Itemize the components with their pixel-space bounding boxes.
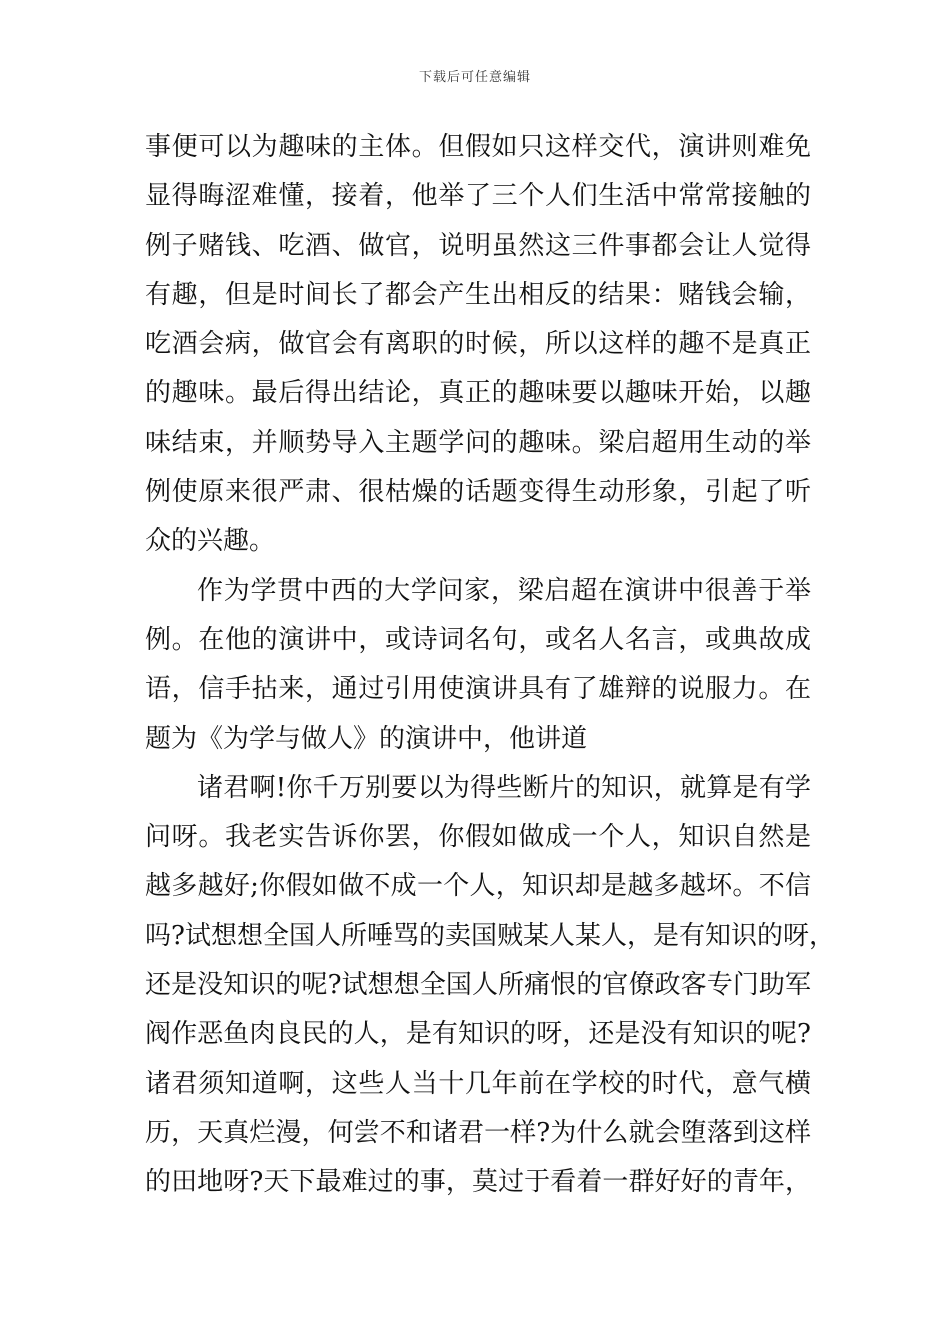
text-line: 例。在他的演讲中，或诗词名句，或名人名言，或典故成 bbox=[145, 624, 811, 655]
text-line: 题为《为学与做人》的演讲中，他讲道 bbox=[145, 723, 588, 754]
text-line: 语，信手拈来，通过引用使演讲具有了雄辩的说服力。在 bbox=[145, 674, 811, 705]
text-line: 还是没知识的呢?试想想全国人所痛恨的官僚政客专门助军 bbox=[145, 970, 811, 1001]
paragraph-2 bbox=[145, 567, 811, 764]
text-line: 显得晦涩难懂，接着，他举了三个人们生活中常常接触的 bbox=[145, 181, 811, 212]
text-line: 诸君啊!你千万别要以为得些断片的知识，就算是有学 bbox=[197, 772, 811, 803]
text-line: 作为学贯中西的大学问家，梁启超在演讲中很善于举 bbox=[197, 575, 811, 606]
text-line: 吗?试想想全国人所唾骂的卖国贼某人某人，是有知识的呀， bbox=[145, 920, 835, 951]
text-line: 诸君须知道啊，这些人当十几年前在学校的时代，意气横 bbox=[145, 1068, 811, 1099]
text-line: 的趣味。最后得出结论，真正的趣味要以趣味开始，以趣 bbox=[145, 378, 811, 409]
text-line: 历，天真烂漫，何尝不和诸君一样?为什么就会堕落到这样 bbox=[145, 1117, 811, 1148]
text-line: 越多越好;你假如做不成一个人，知识却是越多越坏。不信 bbox=[145, 871, 811, 902]
document-body bbox=[145, 123, 835, 1208]
text-line: 事便可以为趣味的主体。但假如只这样交代，演讲则难免 bbox=[145, 132, 811, 162]
paragraph-1 bbox=[145, 123, 811, 567]
text-line: 阀作恶鱼肉良民的人，是有知识的呀，还是没有知识的呢? bbox=[145, 1019, 811, 1050]
text-line: 味结束，并顺势导入主题学问的趣味。梁启超用生动的举 bbox=[145, 427, 811, 458]
text-line: 的田地呀?天下最难过的事，莫过于看着一群好好的青年， bbox=[145, 1167, 811, 1198]
paragraph-3 bbox=[145, 764, 835, 1208]
text-line: 例使原来很严肃、很枯燥的话题变得生动形象，引起了听 bbox=[145, 477, 811, 508]
text-line: 问呀。我老实告诉你罢，你假如做成一个人，知识自然是 bbox=[145, 822, 811, 853]
text-line: 众的兴趣。 bbox=[145, 526, 276, 557]
page-header: 下载后可任意编辑 bbox=[418, 70, 531, 85]
text-line: 例子赌钱、吃酒、做官，说明虽然这三件事都会让人觉得 bbox=[145, 230, 811, 261]
text-line: 吃酒会病，做官会有离职的时候，所以这样的趣不是真正 bbox=[145, 329, 811, 360]
text-line: 有趣，但是时间长了都会产生出相反的结果：赌钱会输， bbox=[145, 279, 811, 310]
